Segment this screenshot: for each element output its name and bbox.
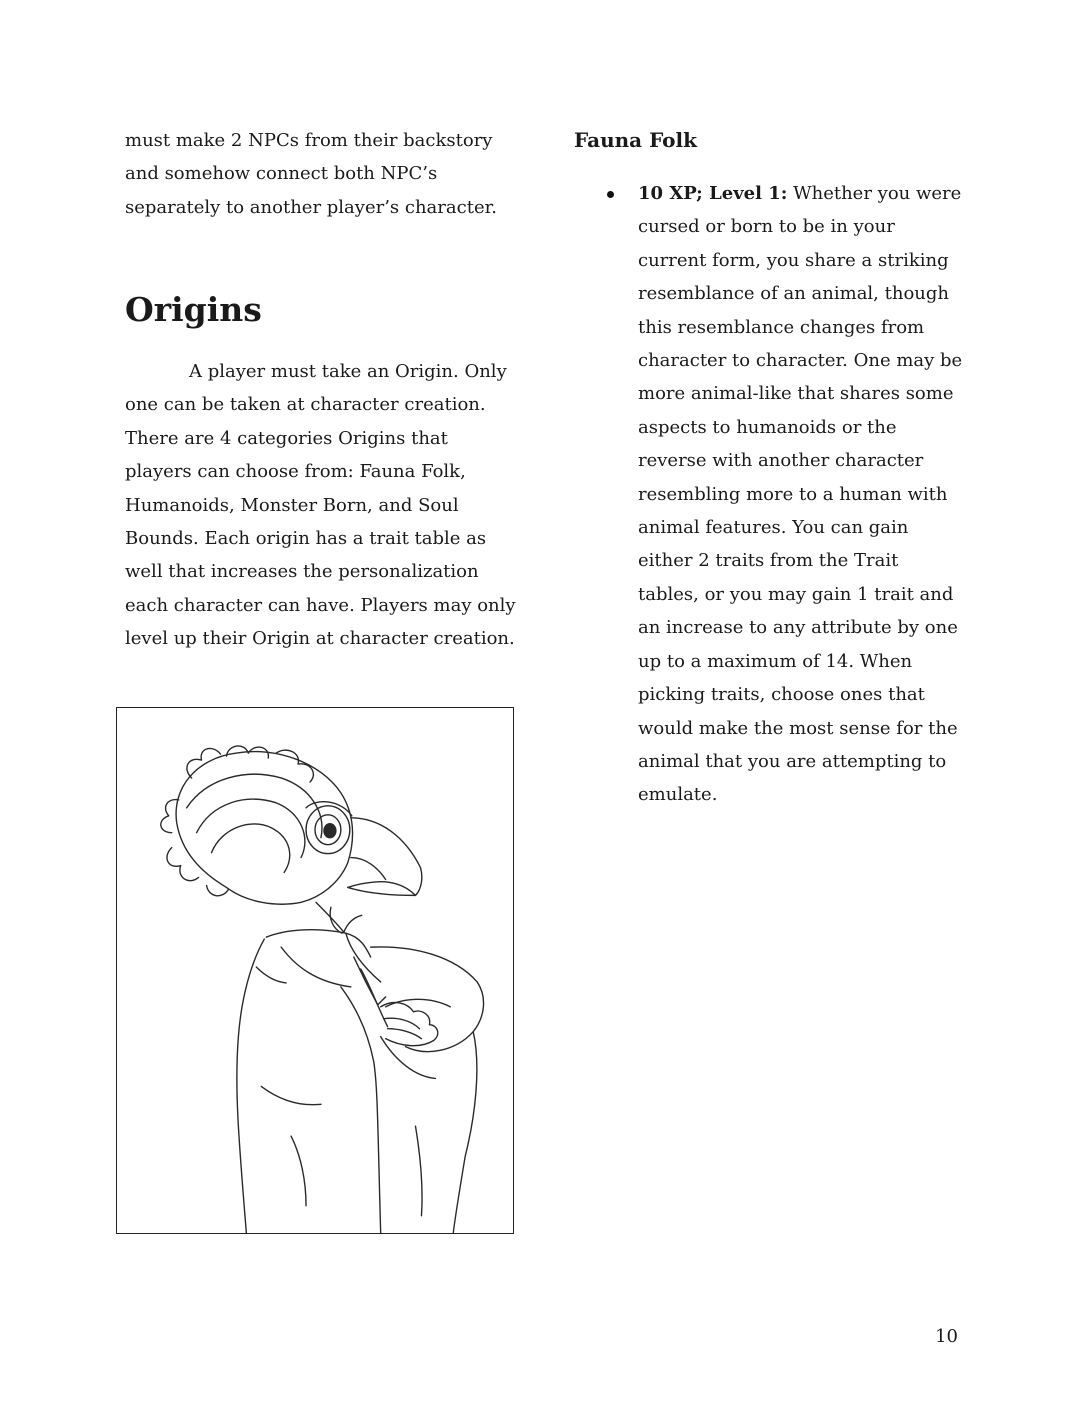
section-heading-fauna-folk: Fauna Folk <box>574 128 697 152</box>
list-item <box>638 177 964 812</box>
fauna-folk-list <box>574 177 964 812</box>
origins-paragraph: A player must take an Origin. Only one can be taken at character creation. There are 4 categories Origins that players can choose from: Fauna Folk, Humanoids, Monster Born, and Soul Bounds. Each origin has a trait table as well that increases the personalization each character can have. Players may only level up their Origin at character creation. <box>125 361 516 650</box>
bird-headed-figure-illustration <box>116 707 514 1234</box>
section-heading-origins: Origins <box>125 290 262 329</box>
page-number: 10 <box>935 1326 958 1347</box>
left-column <box>125 124 517 224</box>
item-text: Whether you were cursed or born to be in your current form, you share a striking resemblance of an animal, though this resemblance changes from character to character. One may be more animal-like that shares some aspects to humanoids or the reverse with another character resembling more to a human with animal features. You can gain either 2 traits from the Trait tables, or you may gain 1 trait and an increase to any attribute by one up to a maximum of 14. When picking traits, choose ones that would make the most sense for the animal that you are attempting to emulate. <box>638 183 963 806</box>
item-label: 10 XP; Level 1: <box>638 183 788 204</box>
bullet-icon <box>607 191 614 198</box>
intro-paragraph: must make 2 NPCs from their backstory and somehow connect both NPC’s separately to another player’s character. <box>125 130 497 218</box>
